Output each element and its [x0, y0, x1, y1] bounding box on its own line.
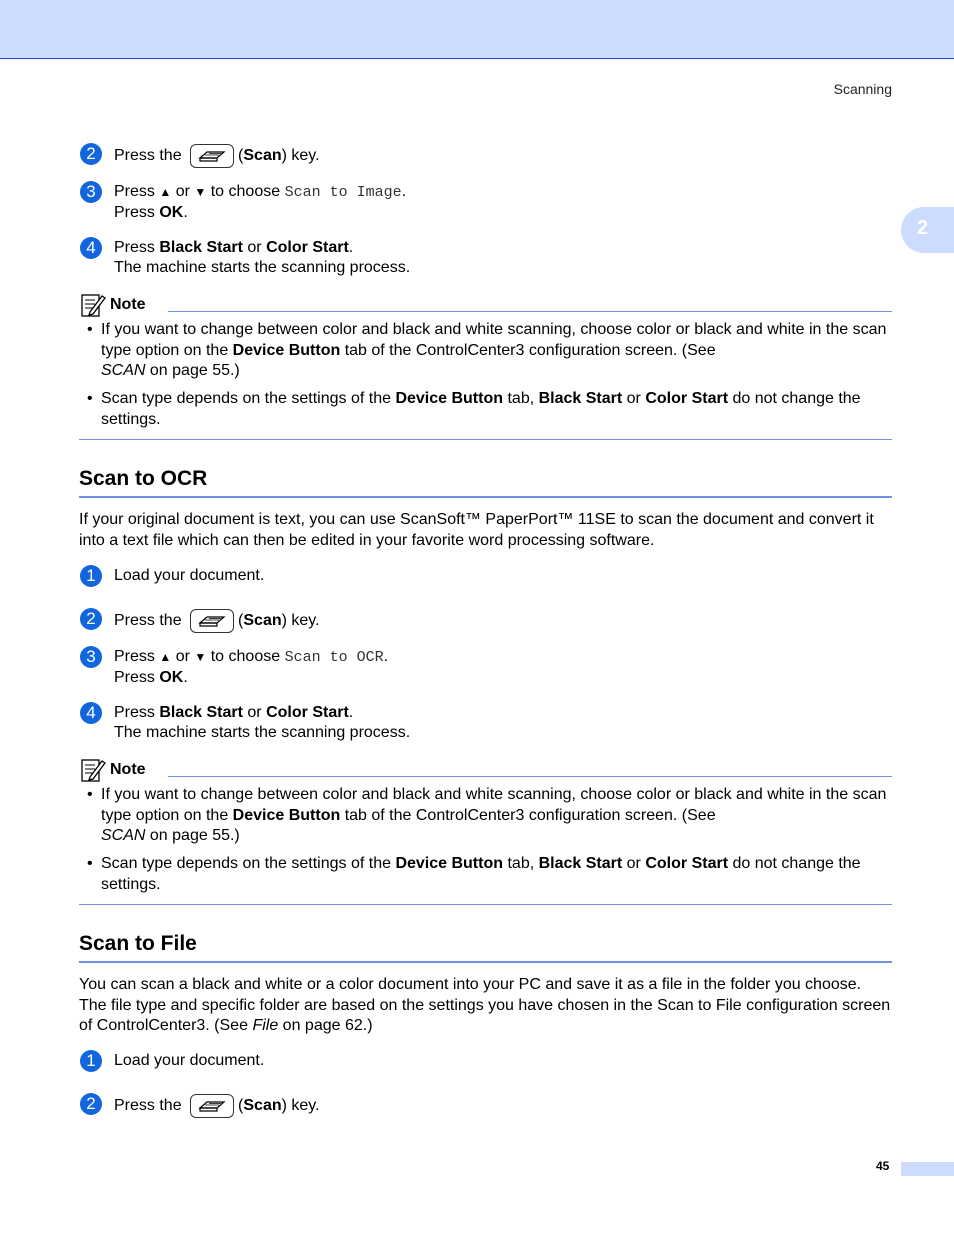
note-bullet: • Scan type depends on the settings of the Device Button tab, Black Start or Color Start do not change the settings. — [87, 390, 861, 428]
step-number: 1 — [80, 1050, 102, 1072]
step-number: 3 — [80, 646, 102, 668]
scan-key-icon — [190, 609, 234, 633]
note-end-rule — [79, 439, 892, 440]
step-number: 4 — [80, 702, 102, 724]
note-rule — [168, 776, 892, 777]
ocr-intro: If your original document is text, you can use ScanSoft™ PaperPort™ 11SE to scan the document and convert it into a text file which can then be edited in your favorite word processing software. — [79, 511, 874, 549]
step-load: 1 Load your document. — [80, 565, 264, 587]
step-number: 2 — [80, 143, 102, 165]
section-heading-ocr: Scan to OCR — [79, 467, 208, 490]
up-arrow-icon: ▲ — [159, 650, 172, 664]
step-number: 3 — [80, 181, 102, 203]
note-bullet: • Scan type depends on the settings of the Device Button tab, Black Start or Color Start do not change the settings. — [87, 855, 861, 893]
note-bullet: • If you want to change between color and black and white scanning, choose color or black and white in the scan type option on the Device Button tab of the ControlCenter3 configuration screen. (See SCAN on page 55.) — [87, 786, 887, 844]
note-heading: Note — [80, 292, 146, 318]
note-end-rule — [79, 904, 892, 905]
step-choose-option: 3 Press ▲ or ▼ to choose Scan to Image. Press OK. — [80, 181, 406, 223]
section-heading-file: Scan to File — [79, 932, 197, 955]
note-pencil-icon — [80, 292, 106, 318]
scan-key-icon — [190, 1094, 234, 1118]
up-arrow-icon: ▲ — [159, 185, 172, 199]
scan-key-icon — [190, 144, 234, 168]
note-heading: Note — [80, 757, 146, 783]
step-number: 4 — [80, 237, 102, 259]
step-choose-option: 3 Press ▲ or ▼ to choose Scan to OCR. Press OK. — [80, 646, 388, 688]
step-number: 1 — [80, 565, 102, 587]
menu-option: Scan to Image — [284, 184, 402, 201]
chapter-number: 2 — [917, 217, 929, 239]
step-scan-key: 2 Press the (Scan) key. — [80, 1093, 320, 1118]
step-start: 4 Press Black Start or Color Start. The machine starts the scanning process. — [80, 237, 410, 278]
down-arrow-icon: ▼ — [194, 185, 207, 199]
heading-rule — [79, 496, 892, 498]
heading-rule — [79, 961, 892, 963]
note-pencil-icon — [80, 757, 106, 783]
chapter-tab — [901, 207, 954, 253]
step-number: 2 — [80, 608, 102, 630]
down-arrow-icon: ▼ — [194, 650, 207, 664]
note-bullet: • If you want to change between color and black and white scanning, choose color or black and white in the scan type option on the Device Button tab of the ControlCenter3 configuration screen. (See SCAN on page 55.) — [87, 321, 887, 379]
section-title: Scanning — [833, 81, 892, 97]
header-band — [0, 0, 954, 59]
note-rule — [168, 311, 892, 312]
step-scan-key: 2 Press the (Scan) key. — [80, 143, 320, 168]
step-start: 4 Press Black Start or Color Start. The machine starts the scanning process. — [80, 702, 410, 743]
page-number: 45 — [876, 1159, 890, 1173]
step-number: 2 — [80, 1093, 102, 1115]
file-intro: You can scan a black and white or a color document into your PC and save it as a file in the folder you choose. The file type and specific folder are based on the settings you have chosen in the Scan to File configuration screen of ControlCenter3. (See File on page 62.) — [79, 976, 891, 1034]
footer-bar — [901, 1162, 954, 1176]
menu-option: Scan to OCR — [284, 649, 384, 666]
step-scan-key: 2 Press the (Scan) key. — [80, 608, 320, 633]
step-load: 1 Load your document. — [80, 1050, 264, 1072]
